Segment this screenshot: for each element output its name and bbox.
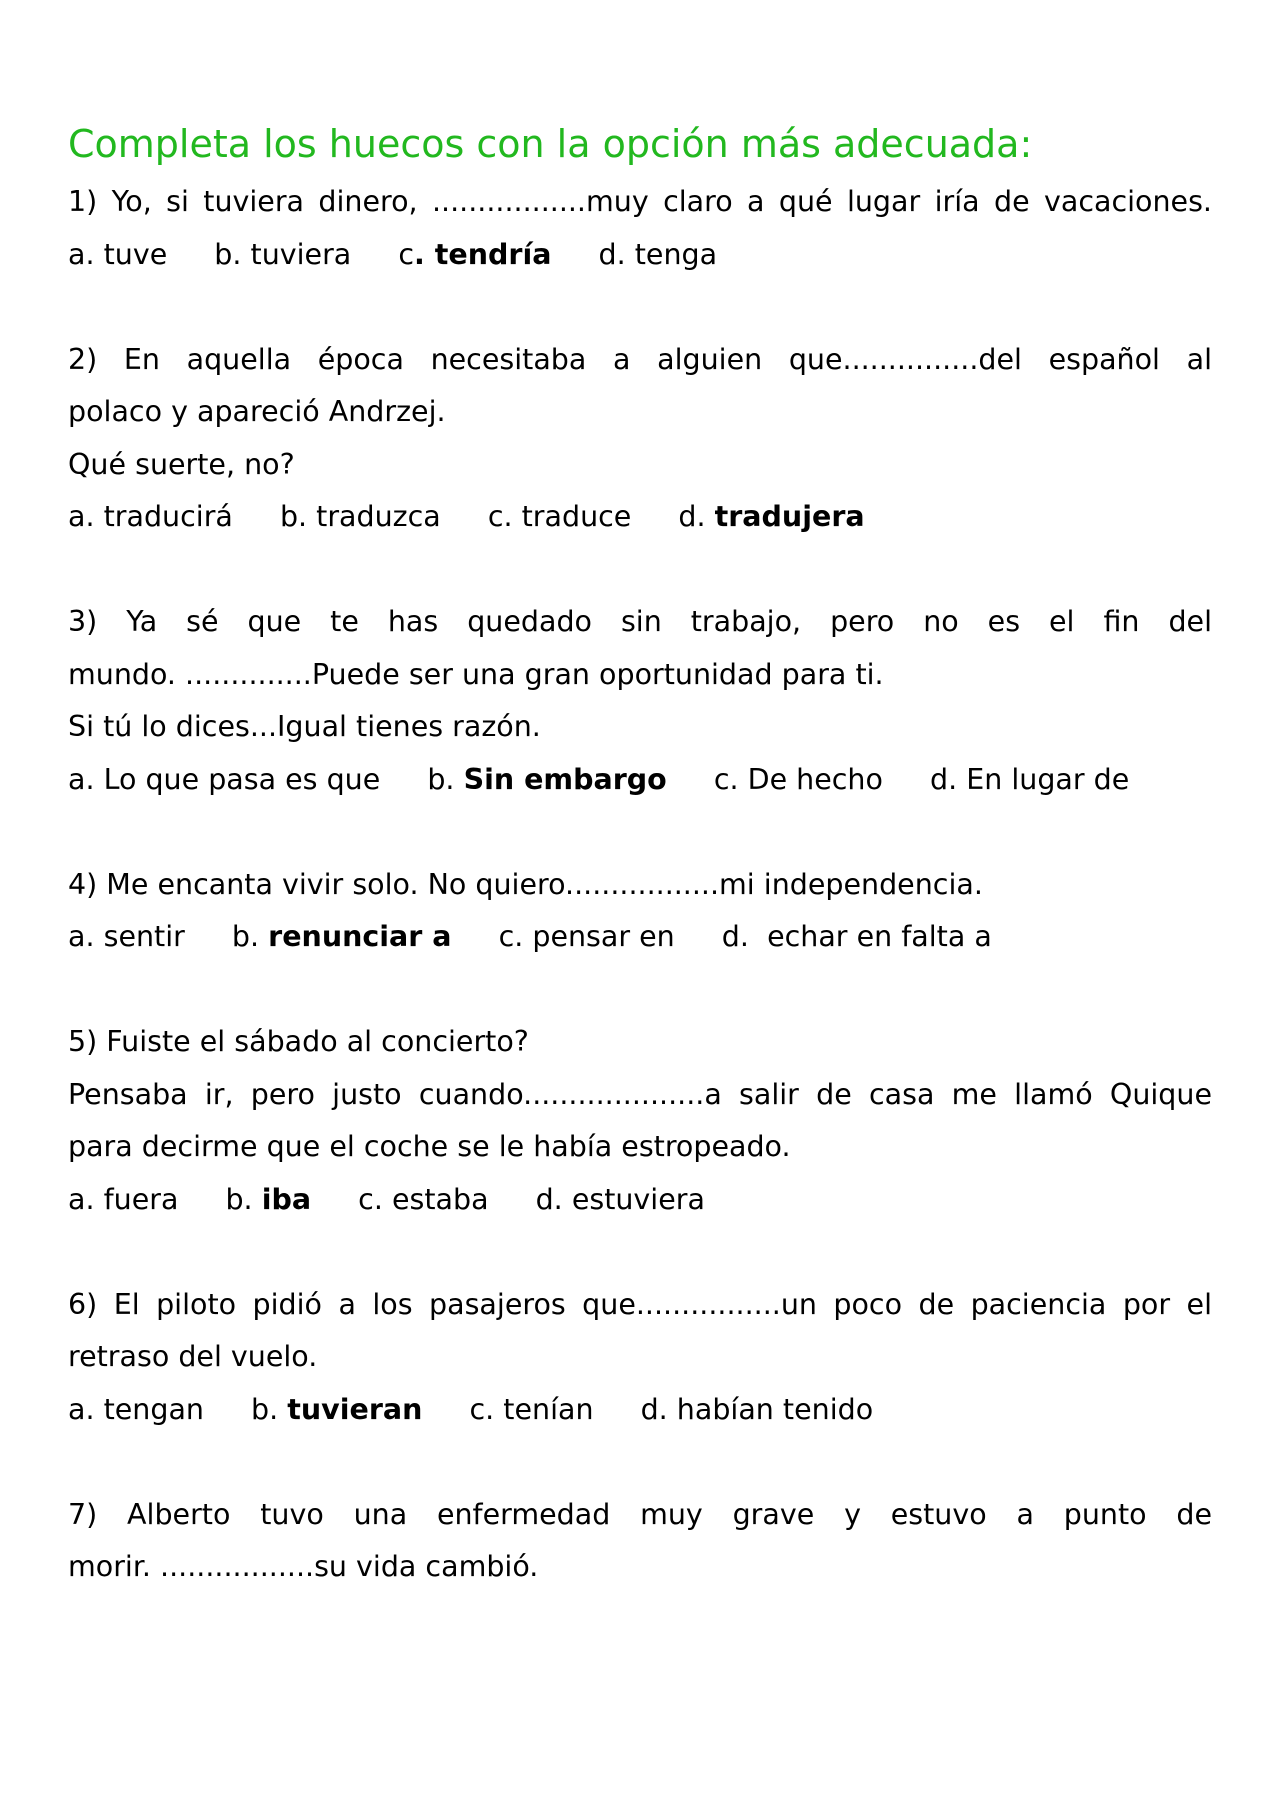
question-5-text-line-3: para decirme que el coche se le había estropeado. bbox=[68, 1130, 791, 1163]
question-7 bbox=[68, 1489, 1212, 1594]
question-6-text-line-2: retraso del vuelo. bbox=[68, 1340, 318, 1373]
question-4-text: 4) Me encanta vivir solo. No quiero.................mi independencia. bbox=[68, 867, 983, 901]
question-6-options bbox=[68, 1384, 1212, 1437]
option-a: a. tengan bbox=[68, 1392, 204, 1426]
option-b: b. traduzca bbox=[279, 500, 441, 533]
question-1-text: 1) Yo, si tuviera dinero, .................muy claro a qué lugar iría de vacaciones. bbox=[68, 185, 1212, 218]
option-a: a. traducirá bbox=[68, 500, 233, 533]
option-a: a. Lo que pasa es que bbox=[68, 762, 381, 796]
option-d-selected: d. tradujera bbox=[678, 500, 865, 533]
question-3 bbox=[68, 596, 1212, 806]
option-a: a. tuve bbox=[68, 237, 168, 271]
option-c-selected: c. tendría bbox=[398, 237, 552, 271]
question-3-text-line-2: mundo. ..............Puede ser una gran oportunidad para ti. bbox=[68, 657, 884, 691]
question-2-text-line-1: 2) En aquella época necesitaba a alguien que...............del español al bbox=[68, 342, 1212, 376]
question-5-text-line-1: 5) Fuiste el sábado al concierto? bbox=[68, 1025, 529, 1058]
option-d: d. estuviera bbox=[535, 1182, 705, 1216]
option-c: c. tenían bbox=[469, 1392, 594, 1426]
option-b-selected: b. iba bbox=[225, 1182, 312, 1216]
option-b-selected: b. Sin embargo bbox=[427, 762, 667, 796]
question-3-options bbox=[68, 754, 1212, 807]
question-5 bbox=[68, 1016, 1212, 1226]
question-7-text-line-2: morir. .................su vida cambió. bbox=[68, 1550, 539, 1583]
question-5-text-line-2: Pensaba ir, pero justo cuando....................a salir de casa me llamó Quique bbox=[68, 1077, 1212, 1111]
option-c: c. estaba bbox=[358, 1182, 489, 1216]
question-2 bbox=[68, 334, 1212, 544]
question-3-text-line-1: 3) Ya sé que te has quedado sin trabajo, pero no es el fin del bbox=[68, 605, 1212, 638]
question-7-text-line-1: 7) Alberto tuvo una enfermedad muy grave y estuvo a punto de bbox=[68, 1497, 1212, 1531]
question-2-text-line-2: polaco y apareció Andrzej. bbox=[68, 395, 446, 428]
question-3-text-line-3: Si tú lo dices...Igual tienes razón. bbox=[68, 710, 541, 743]
exercise-title: Completa los huecos con la opción más adecuada: bbox=[68, 122, 1033, 166]
question-1-options bbox=[68, 229, 1212, 282]
option-d: d. echar en falta a bbox=[721, 920, 992, 953]
question-2-text-line-3: Qué suerte, no? bbox=[68, 447, 295, 481]
option-b-selected: b. renunciar a bbox=[231, 920, 452, 953]
question-6-text-line-1: 6) El piloto pidió a los pasajeros que................un poco de paciencia por el bbox=[68, 1287, 1212, 1321]
question-4-options bbox=[68, 911, 1212, 964]
option-c: c. pensar en bbox=[498, 920, 675, 953]
option-d: d. habían tenido bbox=[640, 1392, 874, 1426]
question-2-options bbox=[68, 491, 1212, 544]
option-c: c. traduce bbox=[487, 500, 632, 533]
question-4 bbox=[68, 859, 1212, 964]
option-b: b. tuviera bbox=[214, 237, 352, 271]
option-b-selected: b. tuvieran bbox=[251, 1392, 423, 1426]
exercise-sheet bbox=[68, 118, 1212, 1594]
option-a: a. sentir bbox=[68, 920, 185, 953]
question-6 bbox=[68, 1279, 1212, 1437]
question-5-options bbox=[68, 1174, 1212, 1227]
option-d: d. tenga bbox=[598, 237, 718, 271]
option-c: c. De hecho bbox=[713, 762, 883, 796]
option-a: a. fuera bbox=[68, 1182, 179, 1216]
question-1 bbox=[68, 176, 1212, 281]
option-d: d. En lugar de bbox=[930, 762, 1130, 796]
